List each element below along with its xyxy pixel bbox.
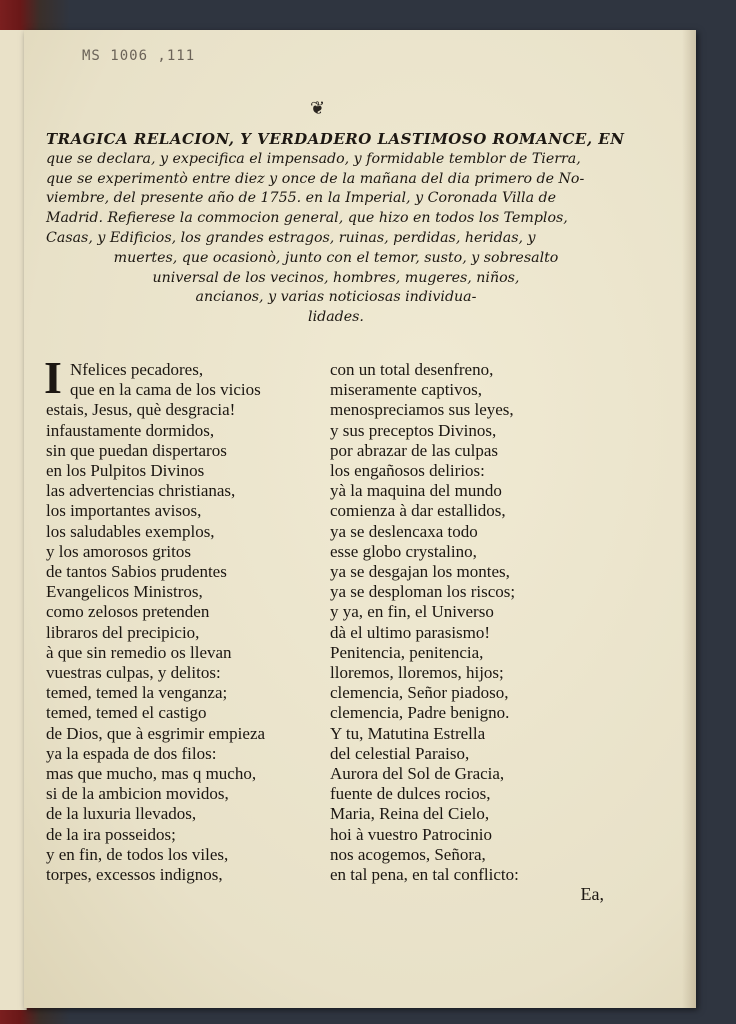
- verse-line: como zelosos pretenden: [46, 602, 210, 622]
- shelfmark-annotation: MS 1006 ,111: [82, 48, 196, 64]
- verse-line: en tal pena, en tal conflicto:: [330, 865, 519, 885]
- verse-line: lloremos, lloremos, hijos;: [330, 663, 504, 683]
- verse-line: y en fin, de todos los viles,: [46, 844, 229, 864]
- verse-column-left: [44, 352, 336, 885]
- verse-line: comienza à dar estallidos,: [330, 501, 506, 521]
- verse-line: clemencia, Padre benigno.: [330, 703, 510, 723]
- verse-line: los saludables exemplos,: [46, 521, 215, 541]
- verse-line: Penitencia, penitencia,: [330, 642, 484, 662]
- verse-line: clemencia, Señor piadoso,: [330, 683, 509, 703]
- verse-line: vuestras culpas, y delitos:: [46, 663, 221, 683]
- verse-line: dà el ultimo parasismo!: [330, 622, 491, 642]
- title-line: que se experimentò entre diez y once de la mañana del dia primero de No-: [46, 170, 585, 187]
- verse-line: ya se desgajan los montes,: [330, 562, 510, 582]
- verse-line: y ya, en fin, el Universo: [330, 602, 494, 622]
- verse-line: de la luxuria llevados,: [46, 804, 197, 824]
- verse-line: esse globo crystalino,: [330, 541, 477, 561]
- verse-line: ya se deslencaxa todo: [330, 521, 478, 541]
- catchword: Ea,: [580, 884, 604, 904]
- verse-line: las advertencias christianas,: [46, 481, 236, 501]
- verse-line: hoi à vuestro Patrocinio: [330, 824, 492, 844]
- verse-line: del celestial Paraiso,: [330, 743, 470, 763]
- verse-line: que en la cama de los vicios: [70, 380, 261, 400]
- verse-column-right: [330, 360, 630, 885]
- fleuron-ornament: ❦: [310, 98, 326, 119]
- verse-line: estais, Jesus, què desgracia!: [46, 400, 236, 420]
- verse-line: Maria, Reina del Cielo,: [330, 804, 490, 824]
- verse-line: ya la espada de dos filos:: [46, 743, 217, 763]
- verse-line: infaustamente dormidos,: [46, 420, 215, 440]
- title-line: Madrid. Refierese la commocion general, que hizo en todos los Templos,: [46, 210, 568, 227]
- facing-page-edge: [0, 30, 27, 1010]
- verse-line: menospreciamos sus leyes,: [330, 400, 514, 420]
- title-line: Casas, y Edificios, los grandes estragos, ruinas, perdidas, heridas, y: [46, 229, 536, 246]
- verse-line: temed, temed la venganza;: [46, 683, 228, 703]
- title-block: [46, 130, 626, 328]
- verse-line: temed, temed el castigo: [46, 703, 207, 723]
- verse-line: si de la ambicion movidos,: [46, 784, 229, 804]
- verse-line: los importantes avisos,: [46, 501, 202, 521]
- verse-line: de tantos Sabios prudentes: [46, 562, 227, 582]
- verse-line: miseramente captivos,: [330, 380, 483, 400]
- verse-line: fuente de dulces rocios,: [330, 784, 491, 804]
- verse-line: Y tu, Matutina Estrella: [330, 723, 486, 743]
- verse-line: torpes, excessos indignos,: [46, 865, 223, 885]
- verse-line: Evangelicos Ministros,: [46, 582, 203, 602]
- verse-line: yà la maquina del mundo: [330, 481, 502, 501]
- verse-line: con un total desenfreno,: [330, 360, 494, 379]
- verse-line: de la ira posseidos;: [46, 824, 176, 844]
- verse-line: libraros del precipicio,: [46, 622, 200, 642]
- verse-line: y sus preceptos Divinos,: [330, 420, 497, 440]
- title-line: que se declara, y expecifica el impensado, y formidable temblor de Tierra,: [46, 150, 581, 167]
- verse-line: los engañosos delirios:: [330, 461, 485, 481]
- verse-line: en los Pulpitos Divinos: [46, 461, 205, 481]
- document-page: [24, 30, 696, 1008]
- verse-line: Nfelices pecadores,: [70, 360, 204, 379]
- title-line: universal de los vecinos, hombres, mugeres, niños,: [152, 269, 520, 286]
- title-line: ancianos, y varias noticiosas individua-: [195, 289, 477, 306]
- verse-line: ya se desploman los riscos;: [330, 582, 516, 602]
- verse-line: por abrazar de las culpas: [330, 440, 499, 460]
- verse-line: y los amorosos gritos: [46, 541, 191, 561]
- verse-line: mas que mucho, mas q mucho,: [46, 764, 257, 784]
- verse-line: sin que puedan dispertaros: [46, 440, 227, 460]
- verse-line: nos acogemos, Señora,: [330, 844, 486, 864]
- verse-line: à que sin remedio os llevan: [46, 642, 232, 662]
- title-line: TRAGICA RELACION, Y VERDADERO LASTIMOSO ROMANCE, EN: [46, 130, 625, 148]
- verse-line: de Dios, que à esgrimir empieza: [46, 723, 266, 743]
- page-shadow: [682, 30, 696, 1008]
- title-line: lidades.: [308, 309, 364, 326]
- title-line: muertes, que ocasionò, junto con el temor, susto, y sobresalto: [113, 249, 559, 266]
- verse-line: Aurora del Sol de Gracia,: [330, 764, 505, 784]
- title-line: viembre, del presente año de 1755. en la Imperial, y Coronada Villa de: [46, 190, 557, 207]
- drop-capital: I: [44, 352, 62, 403]
